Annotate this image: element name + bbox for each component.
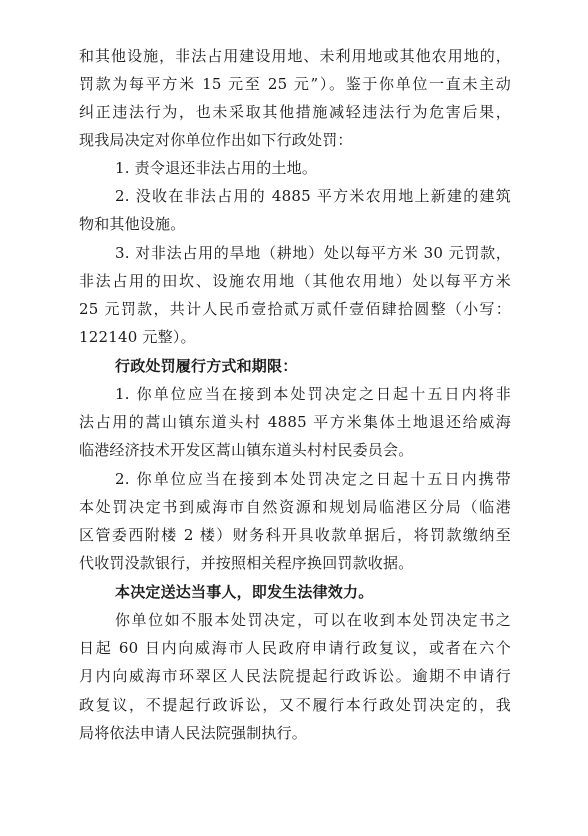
text-line: 你单位如不服本处罚决定，可以在收到本处罚决定书之 — [115, 611, 511, 629]
list-item: 1. 责令退还非法占用的土地。 — [115, 159, 318, 177]
text-line: 区管委西附楼 2 楼）财务科开具收款单据后，将罚款缴纳至 — [79, 526, 511, 544]
text-line: 现我局决定对你单位作出如下行政处罚： — [79, 131, 353, 149]
text-line: 本处罚决定书到威海市自然资源和规划局临港区分局（临港 — [79, 498, 511, 516]
section-heading: 行政处罚履行方式和期限： — [115, 357, 298, 375]
text-line: 罚款为每平方米 15 元至 25 元”）。鉴于你单位一直未主动 — [79, 75, 511, 93]
text-line: 月内向威海市环翠区人民法院提起行政诉讼。逾期不申请行 — [79, 667, 511, 685]
list-item: 1. 你单位应当在接到本处罚决定之日起十五日内将非 — [115, 385, 511, 403]
text-line: 物和其他设施。 — [79, 215, 186, 233]
text-line: 日起 60 日内向威海市人民政府申请行政复议，或者在六个 — [79, 639, 511, 657]
text-line: 25 元罚款，共计人民币壹拾贰万贰仟壹佰肆拾圆整（小写： — [79, 300, 511, 318]
text-line: 代收罚没款银行，并按照相关程序换回罚款收据。 — [79, 554, 414, 572]
list-item: 2. 你单位应当在接到本处罚决定之日起十五日内携带 — [115, 470, 511, 488]
text-line: 局将依法申请人民法院强制执行。 — [79, 724, 308, 742]
text-line: 法占用的蒿山镇东道头村 4885 平方米集体土地退还给威海 — [79, 413, 511, 431]
list-item: 3. 对非法占用的旱地（耕地）处以每平方米 30 元罚款， — [115, 244, 511, 262]
text-line: 122140 元整）。 — [79, 328, 196, 346]
text-line: 纠正违法行为，也未采取其他措施减轻违法行为危害后果， — [79, 103, 511, 121]
text-line: 和其他设施，非法占用建设用地、未利用地或其他农用地的， — [79, 47, 511, 65]
list-item: 2. 没收在非法占用的 4885 平方米农用地上新建的建筑 — [115, 187, 511, 205]
text-line: 政复议，不提起行政诉讼，又不履行本行政处罚决定的，我 — [79, 696, 511, 714]
effect-statement: 本决定送达当事人，即发生法律效力。 — [115, 583, 374, 601]
text-line: 临港经济技术开发区蒿山镇东道头村村民委员会。 — [79, 441, 414, 459]
text-line: 非法占用的田坎、设施农用地（其他农用地）处以每平方米 — [79, 272, 511, 290]
